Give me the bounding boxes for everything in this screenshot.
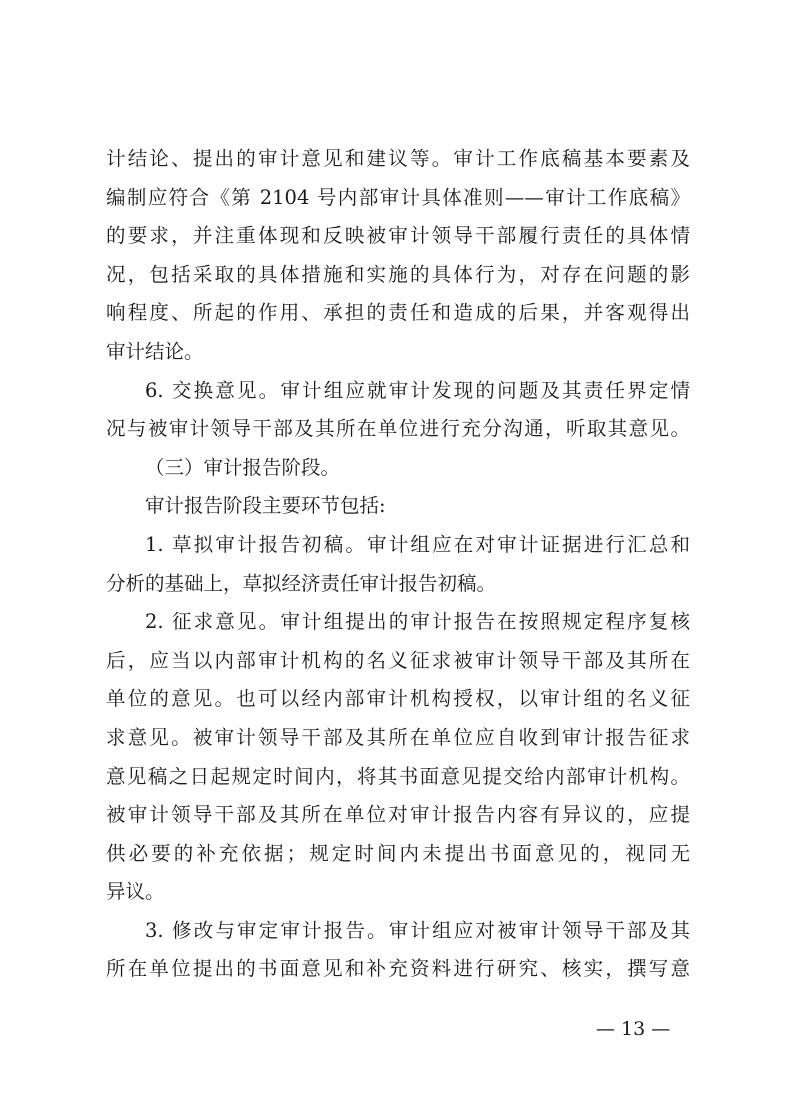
text-line: 审计结论。 [106,339,204,363]
text-line: 求意见。被审计领导干部及其所在单位应自收到审计报告征求 [106,725,690,749]
text-line: 2. 征求意见。审计组提出的审计报告在按照规定程序复核 [145,610,690,634]
body-text [106,140,690,989]
text-line: 供必要的补充依据；规定时间内未提出书面意见的，视同无 [106,841,690,865]
text-line: 审计报告阶段主要环节包括: [145,494,386,518]
text-line: 6. 交换意见。审计组应就审计发现的问题及其责任界定情 [145,378,690,402]
text-line: 所在单位提出的书面意见和补充资料进行研究、核实，撰写意 [106,957,690,981]
text-line: 响程度、所起的作用、承担的责任和造成的后果，并客观得出 [106,301,690,325]
text-line: 的要求，并注重体现和反映被审计领导干部履行责任的具体情 [106,224,690,248]
section-heading: （三）审计报告阶段。 [145,455,341,479]
text-line: 3. 修改与审定审计报告。审计组应对被审计领导干部及其 [145,918,690,942]
text-line: 意见稿之日起规定时间内，将其书面意见提交给内部审计机构。 [106,764,690,788]
text-line: 况，包括采取的具体措施和实施的具体行为，对存在问题的影 [106,262,690,286]
text-line: 后，应当以内部审计机构的名义征求被审计领导干部及其所在 [106,648,690,672]
text-line: 单位的意见。也可以经内部审计机构授权，以审计组的名义征 [106,687,690,711]
text-line: 计结论、提出的审计意见和建议等。审计工作底稿基本要素及 [106,147,690,170]
text-line: 异议。 [106,880,165,904]
page-number: — 13 — [596,1018,671,1040]
text-line: 被审计领导干部及其所在单位对审计报告内容有异议的，应提 [106,803,690,827]
text-line: 编制应符合《第 2104 号内部审计具体准则——审计工作底稿》 [106,185,690,209]
text-line: 1. 草拟审计报告初稿。审计组应在对审计证据进行汇总和 [145,532,690,556]
text-line: 分析的基础上，草拟经济责任审计报告初稿。 [106,571,497,595]
text-line: 况与被审计领导干部及其所在单位进行充分沟通，听取其意见。 [106,417,690,441]
